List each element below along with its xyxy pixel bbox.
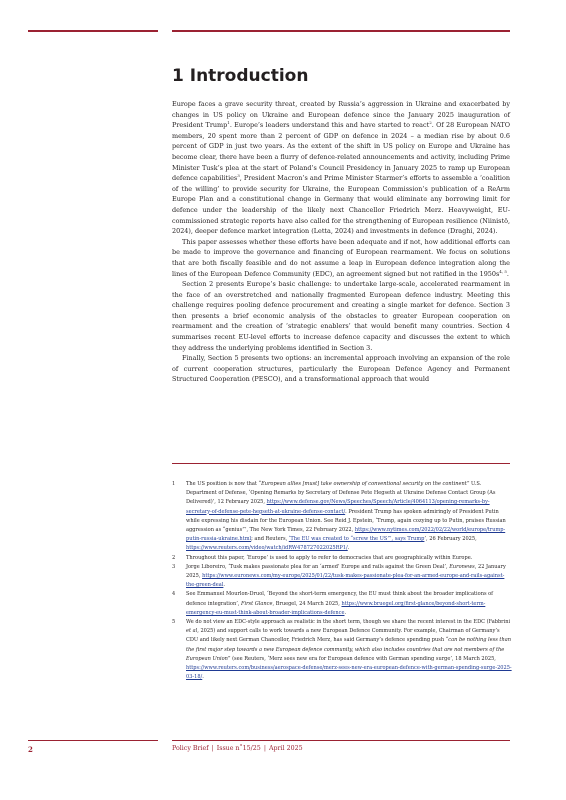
text-run: .: [344, 609, 347, 616]
text-run: ; and Reuters,: [251, 536, 289, 543]
footnote: [172, 618, 512, 682]
reference-link[interactable]: https://www.bruegel.org/first-glance/beyond-short-term-emergency-eu-must-think-about-broader-implications-defence: [186, 600, 486, 616]
reference-link[interactable]: https://www.nytimes.com/2022/02/22/world/europe/trump-putin-russia-ukraine.html: [186, 527, 506, 543]
italic-text: “European allies [must] take ownership of conventional security on the continent”: [258, 481, 470, 487]
footnote-number: 1: [172, 481, 176, 487]
text-run: Section 2 presents Europe’s basic challenge: to undertake large-scale, accelerated rearmament in the face of an overstretched and nationally fragmented European defence industry. Meeting this challenge requires pooling defence procurement and creating a single market for defence. Section 3 then presents a brief economic analysis of the obstacles to greater European cooperation on rearmament and the creation of ‘strategic enablers’ that would benefit many countries. Section 4 summarises recent EU-level efforts to increase defence capacity and discusses the extent to which they address the underlying problems identified in Section 3.: [172, 280, 510, 352]
footer-series: Policy Brief: [172, 745, 209, 752]
text-run: Europe faces a grave security threat, created by Russia’s aggression in Ukraine and exacerbated by changes in US policy on Ukraine and European defence since the January 2025 inauguration of President Trump: [172, 100, 510, 130]
reference-link[interactable]: https://www.reuters.com/video/watch/idRW478727022025RP1/: [186, 545, 348, 552]
footnote: [172, 590, 512, 618]
italic-text: Euronews: [449, 563, 475, 570]
footnote-number: 5: [172, 619, 176, 626]
text-run: .: [223, 582, 225, 589]
header-rule-left: [28, 30, 158, 32]
text-run: , 22 January 2025,: [186, 563, 506, 580]
text-run: ’, 26 February 2025,: [424, 536, 477, 543]
section-heading: 1 Introduction: [172, 66, 309, 86]
footnote-ref[interactable]: 3: [237, 173, 240, 179]
reference-link[interactable]: https://www.defense.gov/News/Speeches/Speech/Article/4064113/opening-remarks-by-secretary-of-defense-pete-hegseth-at-ukraine-defense-contact/: [186, 499, 490, 515]
reference-link[interactable]: https://www.reuters.com/business/aerospace-defense/merz-sees-new-era-european-defence-with-german-spending-surge-2025-03-18/: [186, 665, 512, 681]
footnote-number: 3: [172, 563, 176, 570]
text-run: This paper assesses whether these efforts have been adequate and if not, how additional efforts can be made to improve the governance and financing of European rearmament. We focus on solutions that are both fiscally feasible and do not assume a leap in European defence integration along the lines of the European Defence Community (EDC), an agreement signed but not ratified in the 1950s: [172, 237, 510, 278]
body-text: [172, 99, 510, 385]
text-run: Throughout this paper, ‘Europe’ is used to apply to refer to democracies that are geographically within Europe.: [186, 554, 473, 561]
footer-date: April 2025: [268, 745, 303, 752]
footnote: [172, 563, 512, 591]
text-run: , Bruegel, 24 March 2025,: [272, 600, 342, 607]
footnote-ref[interactable]: 1: [227, 120, 230, 126]
body-paragraph: [172, 99, 510, 237]
text-run: We do not view an EDC-style approach as realistic in the short term, though we share the recent interest in the EDC (Fabbrini: [186, 619, 511, 626]
footnote-number: 4: [172, 591, 176, 598]
text-run: .: [347, 545, 350, 552]
text-run: . Europe’s leaders understand this and have started to react: [229, 121, 430, 130]
footer-publication: [172, 745, 303, 752]
text-run: , President Macron’s and Prime Minister Starmer’s efforts to assemble a ‘coalition of the willing’ to provide security for Ukraine, the European Commission’s publication of a ReArm Europe Plan and a constitutional change in Germany that would eliminate any borrowing limit for defence under the leadership of the likely next Chancellor Friedrich Merz. Heavyweight, EU-commissioned strategic reports have also called for the strengthening of European resilience (Niinistö, 2024), deeper defence market integration (Letta, 2024) and investments in defence (Draghi, 2024).: [172, 174, 510, 236]
header-rule-right: [172, 30, 510, 32]
text-run: The US position is now that: [186, 481, 259, 487]
reference-link[interactable]: https://www.euronews.com/my-europe/2025/01/22/tusk-makes-passionate-plea-for-an-armed-europe-and-rails-against-the-green-deal: [186, 573, 505, 589]
page-number: 2: [28, 745, 33, 754]
footer-rule-right: [172, 740, 510, 741]
footnote-number: 2: [172, 554, 176, 561]
text-run: See Emmanuel Mourlon-Druol, ‘Beyond the short-term emergency, the EU must think about the broader implications of defence integration’,: [186, 591, 494, 607]
footnote-divider: [172, 463, 510, 464]
footer-separator: |: [211, 745, 214, 752]
text-run: U.S. Department of Defense, ‘Opening Remarks by Secretary of Defense Pete Hegseth at Ukraine Defense Contact Group (As Delivered)’, 12 February 2025,: [186, 481, 496, 506]
footer-issue: Issue n˚15/25: [216, 745, 261, 752]
footnote-ref[interactable]: 2: [429, 120, 432, 126]
italic-text: et al: [186, 628, 198, 635]
text-run: .: [202, 674, 204, 681]
reference-link[interactable]: ‘The EU was created to “screw the US”’, says Trump: [288, 536, 425, 543]
italic-text: First Glance: [241, 600, 273, 607]
footer-separator: |: [263, 745, 266, 752]
text-run: Jorge Liboreiro, ‘Tusk makes passionate plea for an ‘armed’ Europe and rails against the Green Deal’,: [186, 563, 450, 570]
italic-text: “can be nothing less than the first major step towards a new European defence community, which also includes countries that are not members of the European Union”: [186, 637, 511, 662]
footer-rule-left: [28, 740, 158, 741]
body-paragraph: [172, 353, 510, 385]
text-run: , 2025) and support calls to work towards a new European Defence Community. For example, Chairman of Germany’s CDU and likely next German Chancellor, Friedrich Merz, has said Germany’s defence spending push: [186, 628, 500, 644]
footnote: [172, 554, 512, 563]
text-run: (see Reuters, ‘Merz sees new era for European defence with German spending surge’, 18 March 2025,: [230, 655, 496, 662]
footnote: [172, 480, 512, 554]
text-run: .: [506, 269, 509, 278]
text-run: . President Trump has spoken admiringly of President Putin while expressing his disdain for the European Union. See Reid J. Epstein, ‘Trump, again cozying up to Putin, praises Russian aggression as “genius”’, The New York Times, 22 February 2022,: [186, 508, 506, 534]
body-paragraph: [172, 279, 510, 353]
footnotes: [172, 480, 512, 682]
text-run: . Of 28 European NATO members, 20 spent more than 2 percent of GDP on defence in 2024 – a median rise by about 0.6 percent of GDP in just two years. As the extent of the shift in US policy on Europe and Ukraine has become clear, there have been a flurry of defence-related announcements and activity, including Prime Minister Tusk’s plea at the start of Poland’s Council Presidency in January 2025 to ramp up European defence capabilities: [172, 121, 510, 183]
footnote-ref[interactable]: 4, 5: [499, 268, 507, 274]
text-run: Finally, Section 5 presents two options: an incremental approach involving an expansion of the role of current cooperation structures, particularly the European Defence Agency and Permanent Structured Cooperation (PESCO), and a transformational approach that would: [172, 354, 510, 384]
body-paragraph: [172, 237, 510, 279]
